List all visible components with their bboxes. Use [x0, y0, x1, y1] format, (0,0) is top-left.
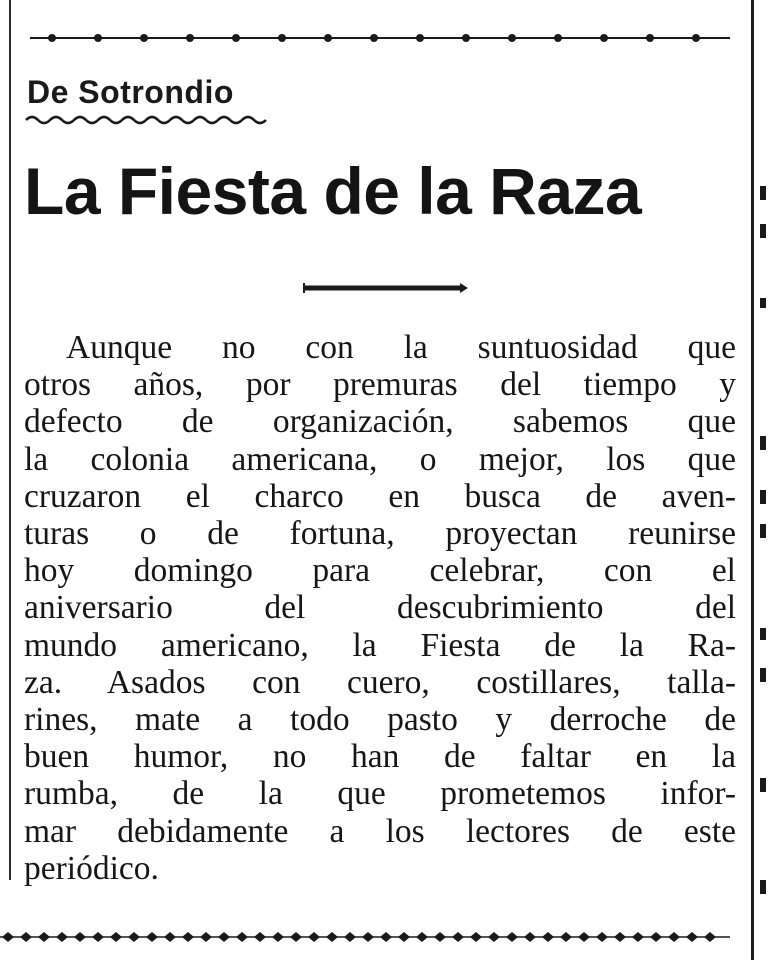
- body-line: rumba, de la que prometemos infor-: [24, 775, 736, 813]
- body-line: periódico.: [24, 849, 159, 887]
- left-column-rule: [9, 0, 11, 880]
- body-line: aniversario del descubrimiento del: [24, 589, 736, 627]
- article-body: [24, 329, 736, 887]
- body-line: otros años, por premuras del tiempo y: [24, 366, 736, 404]
- adjacent-column-fragments: [756, 0, 768, 976]
- body-line: mundo americano, la Fiesta de la Ra-: [24, 626, 736, 664]
- body-line: buen humor, no han de faltar en la: [24, 738, 736, 776]
- bottom-ornamental-divider: [0, 930, 740, 944]
- body-line: za. Asados con cuero, costillares, talla-: [24, 663, 736, 701]
- body-line: hoy domingo para celebrar, con el: [24, 552, 736, 590]
- top-dotted-divider: [30, 28, 730, 48]
- body-line: mar debidamente a los lectores de este: [24, 812, 736, 850]
- body-line: turas o de fortuna, proyectan reunirse: [24, 515, 736, 553]
- headline-separator: [300, 280, 470, 296]
- body-line: la colonia americana, o mejor, los que: [24, 440, 736, 478]
- wavy-underline: [24, 113, 274, 127]
- section-heading: De Sotrondio: [27, 74, 234, 110]
- body-line: cruzaron el charco en busca de aven-: [24, 477, 736, 515]
- body-line: defecto de organización, sabemos que: [24, 403, 736, 441]
- article-headline: La Fiesta de la Raza: [24, 154, 642, 228]
- right-column-rule: [751, 0, 754, 960]
- body-line: rines, mate a todo pasto y derroche de: [24, 701, 736, 739]
- body-line: Aunque no con la suntuosidad que: [66, 329, 736, 366]
